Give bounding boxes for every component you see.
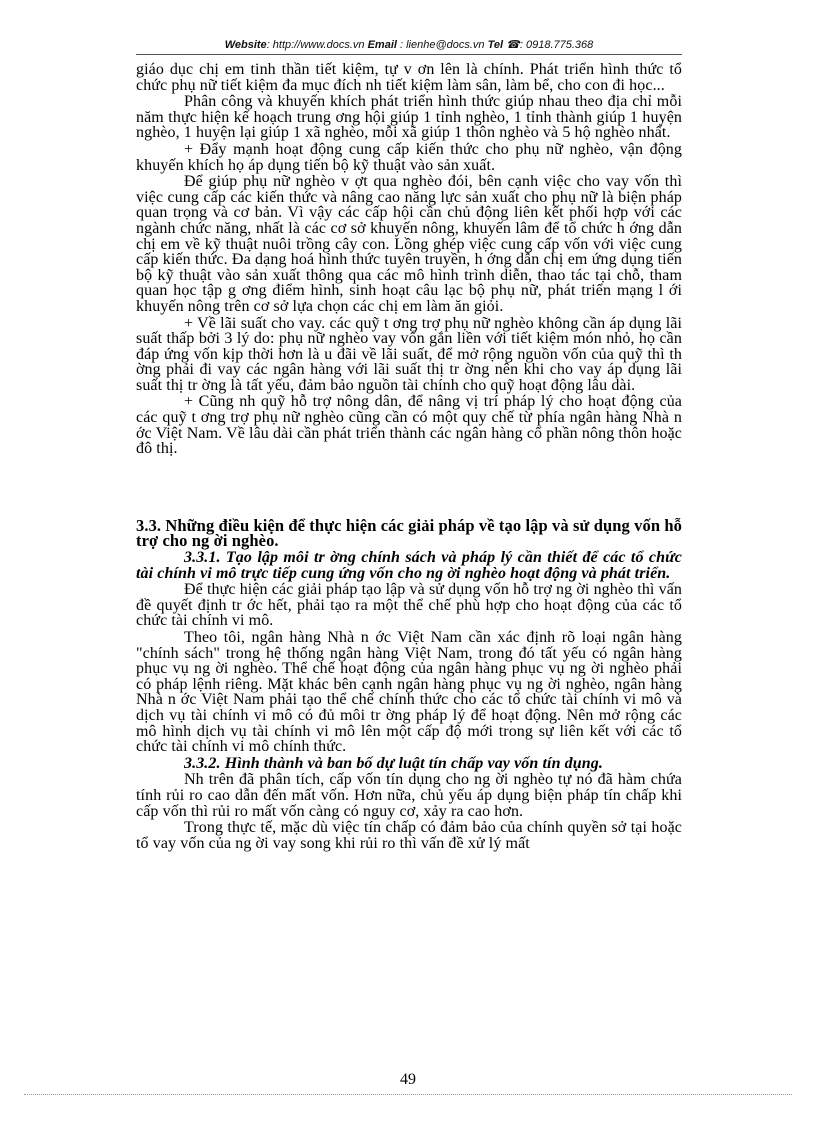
email-label: Email [367, 39, 397, 51]
paragraph-6: + Cũng nh quỹ hỗ trợ nông dân, để nâng vị trí pháp lý cho hoạt động của các quỹ t ơng trợ phụ nữ nghèo cũng cần có một quy chế từ phía ngân hàng Nhà n ớc Việt Nam. Về lâu dài cần phát triển thành các ngân hàng cổ phần nông thôn hoặc đô thị. [136, 393, 682, 458]
page-number: 49 [400, 1071, 416, 1088]
header-divider [136, 54, 682, 55]
email-value[interactable]: : lienhe@docs.vn [400, 39, 485, 51]
document-body [136, 62, 682, 852]
tel-label: Tel [487, 39, 504, 51]
paragraph-3: + Đẩy mạnh hoạt động cung cấp kiến thức cho phụ nữ nghèo, vận động khuyến khích họ áp dụng tiến bộ kỹ thuật vào sản xuất. [136, 140, 682, 174]
website-url[interactable]: : http://www.docs.vn [266, 39, 365, 51]
phone-icon: ☎ [506, 39, 520, 51]
paragraph-8: Theo tôi, ngân hàng Nhà n ớc Việt Nam cần xác định rõ loại ngân hàng "chính sách" trong hệ thống ngân hàng Việt Nam, trong đó tất yếu có ngân hàng phục vụ ng ời nghèo. Thể chế hoạt động của ngân hàng phục vụ ng ời nghèo phải có pháp lệnh riêng. Mặt khác bên cạnh ngân hàng phục vụ ng ời nghèo, ngân hàng Nhà n ớc Việt Nam phải tạo thể chế chính thức cho các tổ chức tài chính vi mô và dịch vụ tài chính vi mô có đủ môi tr ờng pháp lý để hoạt động. Nên mở rộng các mô hình dịch vụ tài chính vi mô lên một cấp độ mới trong sự liên kết với các tổ chức tài chính vi mô chính thức. [136, 629, 682, 756]
paragraph-10: Trong thực tế, mặc dù việc tín chấp có đảm bảo của chính quyền sở tại hoặc tổ vay vốn của ng ời vay song khi rủi ro thì vấn đề xử lý mất [136, 819, 682, 852]
website-label: Website [224, 39, 267, 51]
paragraph-5: + Về lãi suất cho vay. các quỹ t ơng trợ phụ nữ nghèo không cần áp dụng lãi suất thấp bởi 3 lý do: phụ nữ nghèo vay vốn gắn liền với tiết kiệm món nhỏ, họ cần đáp ứng vốn kịp thời hơn là u đãi về lãi suất, để mở rộng nguồn vốn của quỹ thì th ờng phải đi vay các ngân hàng với lãi suất thị tr ờng nên khi cho vay áp dụng lãi suất thị tr ờng là tất yếu, đảm bảo nguồn tài chính cho quỹ hoạt động lâu dài. [136, 314, 682, 394]
paragraph-4: Để giúp phụ nữ nghèo v ợt qua nghèo đói, bên cạnh việc cho vay vốn thì việc cung cấp các kiến thức và nâng cao năng lực sản xuất cho phụ nữ là biện pháp quan trọng và cơ bản. Vì vậy các cấp hội cần chủ động liên kết phối hợp với các ngành chức năng, nhất là các cơ sở khuyến nông, khuyến lâm để tổ chức h ớng dẫn chị em về kỹ thuật nuôi trồng cây con. Lồng ghép việc cung cấp vốn với việc cung cấp kiến thức. Đa dạng hoá hình thức tuyên truyền, h ớng dẫn chị em ứng dụng tiến bộ kỹ thuật vào sản xuất thông qua các mô hình trình diễn, thao tác tại chỗ, tham quan học tập g ơng điểm hình, sinh hoạt câu lạc bộ phụ nữ, phát triển mạng l ới khuyến nông trên cơ sở lựa chọn các chị em làm ăn giỏi. [136, 173, 682, 315]
subsection-title-1: 3.3.1. Tạo lập môi tr ờng chính sách và pháp lý cần thiết để các tổ chức tài chính vi mô trực tiếp cung ứng vốn cho ng ời nghèo hoạt động và phát triển. [136, 549, 682, 582]
footer-divider [24, 1094, 792, 1095]
page-header [136, 38, 682, 51]
paragraph-1: giáo dục chị em tinh thần tiết kiệm, tự v ơn lên là chính. Phát triển hình thức tổ chức phụ nữ tiết kiệm đa mục đích nh tiết kiệm làm sân, làm bể, cho con đi học... [136, 61, 682, 94]
tel-value: : 0918.775.368 [519, 39, 594, 51]
paragraph-9: Nh trên đã phân tích, cấp vốn tín dụng cho ng ời nghèo tự nó đã hàm chứa tính rủi ro cao dẫn đến mất vốn. Hơn nữa, chủ yếu áp dụng biện pháp tín chấp khi cấp vốn thì rủi ro mất vốn càng có nguy cơ, xảy ra cao hơn. [136, 771, 682, 820]
paragraph-7: Để thực hiện các giải pháp tạo lập và sử dụng vốn hỗ trợ ng ời nghèo thì vấn đề quyết định tr ớc hết, phải tạo ra một thể chế phù hợp cho hoạt động của các tổ chức tài chính vi mô. [136, 581, 682, 630]
section-gap [136, 458, 682, 518]
subsection-title-2: 3.3.2. Hình thành và ban bố dự luật tín chấp vay vốn tín dụng. [184, 754, 603, 772]
paragraph-2: Phân công và khuyến khích phát triển hình thức giúp nhau theo địa chỉ mỗi năm thực hiện kế hoạch trung ơng hội giúp 1 tỉnh nghèo, 1 tỉnh thành giúp 1 huyện nghèo, 1 huyện lại giúp 1 xã nghèo, mỗi xã giúp 1 thôn nghèo và 5 hộ nghèo nhất. [136, 93, 682, 142]
section-title: 3.3. Những điều kiện để thực hiện các giải pháp về tạo lập và sử dụng vốn hỗ trợ cho ng ời nghèo. [136, 515, 682, 551]
